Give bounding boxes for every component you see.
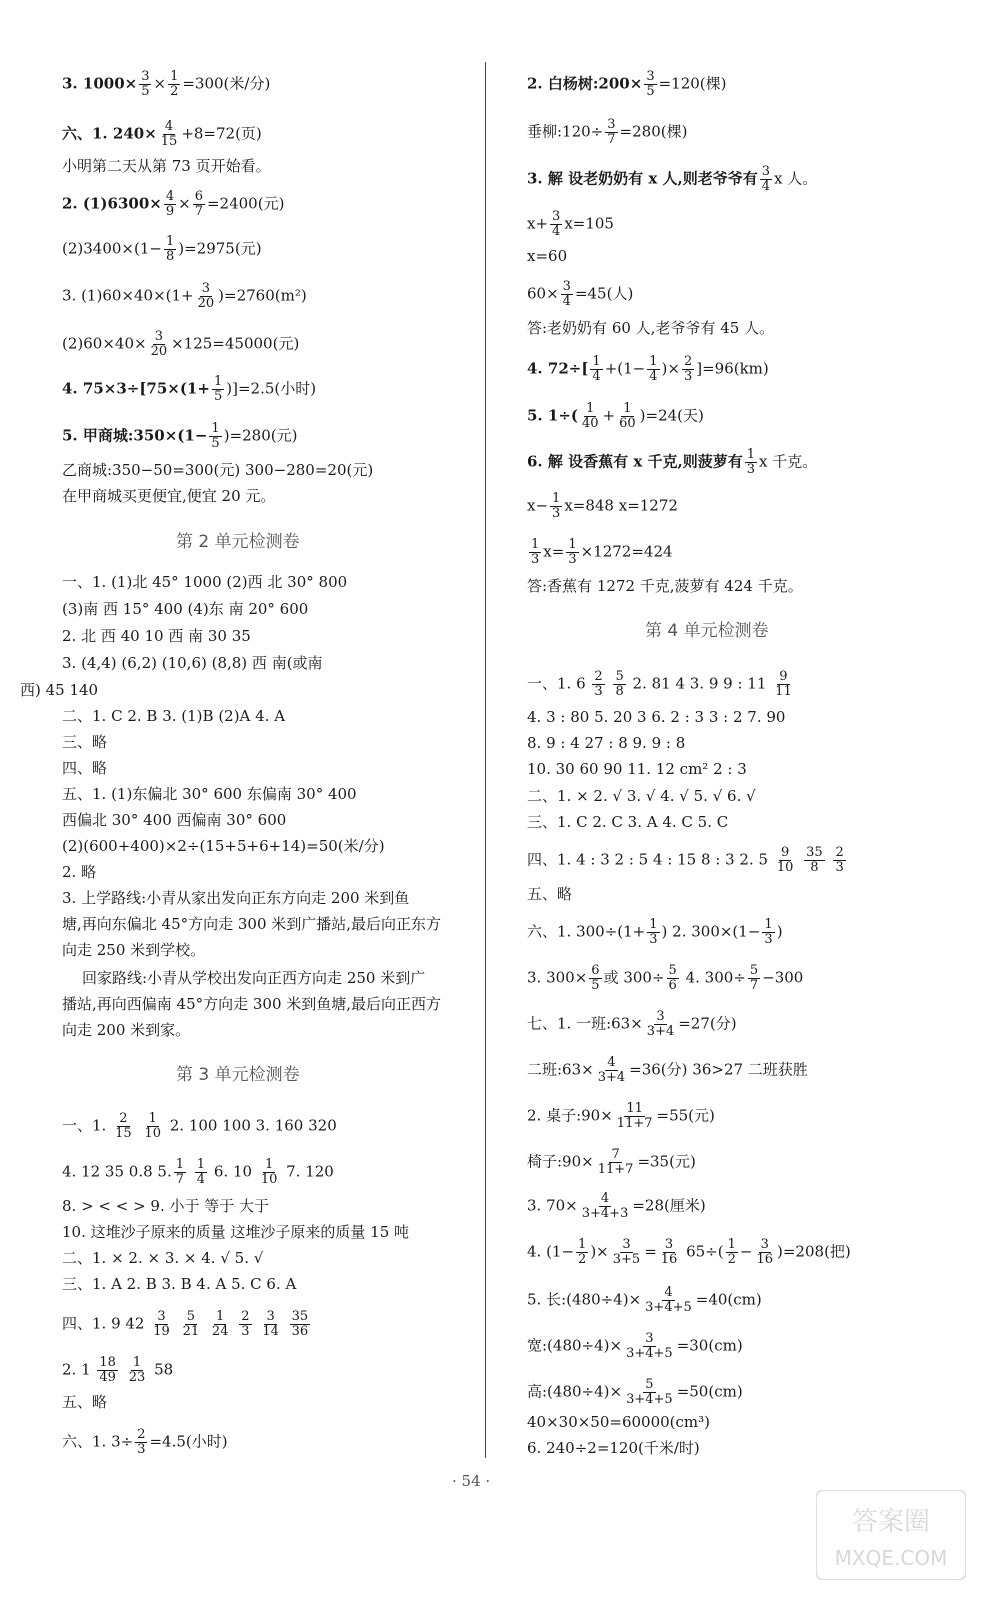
line: 六、1. 300÷(1+ $\frac{1}{3}$ ) 2. 300×(1− $\frac{1}{3}$ ): [527, 917, 783, 947]
line: 一、1. 6 $\frac{2}{3}$ $\frac{5}{8}$ 2. 81 4 3. 9 9 : 11 $\frac{9}{11}$: [527, 669, 792, 699]
line: 小明第二天从第 73 页开始看。: [62, 157, 271, 175]
line: 3. 1000× $\frac{3}{5}$ × $\frac{1}{2}$ =300(米/分): [62, 69, 271, 99]
line: 垂柳:120÷ $\frac{3}{7}$ =280(棵): [527, 117, 688, 147]
line: x=60: [527, 247, 568, 265]
svg-text:答案圈: 答案圈: [851, 1507, 931, 1537]
column-divider: [485, 62, 486, 1458]
line: 六、1. 3÷ $\frac{2}{3}$ =4.5(小时): [62, 1427, 228, 1457]
line: $\frac{1}{3}$ x= $\frac{1}{3}$ ×1272=424: [531, 537, 673, 567]
line: 3. (1)60×40×(1+ $\frac{3}{20}$ )=2760(m²): [62, 281, 307, 311]
line: (2)60×40× $\frac{3}{20}$ ×125=45000(元): [62, 329, 300, 359]
line: 七、1. 一班:63× $\frac{3}{3+4}$ =27(分): [527, 1009, 737, 1039]
line: 六、1. 240× $\frac{4}{15}$ +8=72(页): [62, 119, 262, 149]
line: 2. 1 $\frac{18}{49}$ $\frac{1}{23}$ 58: [62, 1355, 174, 1385]
line: 4. 72÷[ $\frac{1}{4}$ +(1− $\frac{1}{4}$ )× $\frac{2}{3}$ ]=96(km): [527, 354, 769, 384]
line: 乙商城:350−50=300(元) 300−280=20(元): [62, 461, 374, 479]
line: 二、1. C 2. B 3. (1)B (2)A 4. A: [62, 707, 286, 725]
line: 西) 45 140: [20, 681, 99, 699]
line: 4. 12 35 0.8 5. $\frac{1}{7}$ $\frac{1}{4}$ 6. 10 $\frac{1}{10}$ 7. 120: [62, 1157, 334, 1187]
line: 40×30×50=60000(cm³): [527, 1413, 711, 1431]
line: 椅子:90× $\frac{7}{11+7}$ =35(元): [527, 1147, 696, 1177]
line: 三、1. C 2. C 3. A 4. C 5. C: [527, 813, 729, 831]
line: 8. 9 : 4 27 : 8 9. 9 : 8: [527, 734, 686, 752]
line: 5. 长:(480÷4)× $\frac{4}{3+4+5}$ =40(cm): [527, 1285, 762, 1315]
line: 6. 解 设香蕉有 x 千克,则菠萝有 $\frac{1}{3}$ x 千克。: [527, 447, 818, 477]
line: 4. 3 : 80 5. 20 3 6. 2 : 3 3 : 2 7. 90: [527, 708, 786, 726]
line: 答:老奶奶有 60 人,老爷爷有 45 人。: [527, 319, 775, 337]
line: 3. 上学路线:小青从家出发向正东方向走 200 米到鱼: [62, 889, 410, 907]
line: 3. (4,4) (6,2) (10,6) (8,8) 西 南(或南: [62, 654, 323, 672]
line: 塘,再向东偏北 45°方向走 300 米到广播站,最后向正东方: [62, 915, 442, 933]
line: 四、1. 9 42 $\frac{3}{19}$ $\frac{5}{21}$ $\frac{1}{24}$ $\frac{2}{3}$ $\frac{3}{14}$ $\frac{35}{36}$: [62, 1309, 309, 1339]
line: 3. 解 设老奶奶有 x 人,则老爷爷有 $\frac{3}{4}$ x 人。: [527, 164, 818, 194]
line: 在甲商城买更便宜,便宜 20 元。: [62, 487, 276, 505]
line: 10. 这堆沙子原来的质量 这堆沙子原来的质量 15 吨: [62, 1223, 410, 1241]
line: 二、1. × 2. √ 3. √ 4. √ 5. √ 6. √: [527, 787, 756, 805]
line: 3. 70× $\frac{4}{3+4+3}$ =28(厘米): [527, 1191, 706, 1221]
line: 西偏北 30° 400 西偏南 30° 600: [62, 811, 287, 829]
line: 五、略: [527, 885, 573, 903]
line: 一、1. $\frac{2}{15}$ $\frac{1}{10}$ 2. 100 100 3. 160 320: [62, 1111, 337, 1141]
line: 8. > < < > 9. 小于 等于 大于: [62, 1197, 270, 1215]
line: (2)(600+400)×2÷(15+5+6+14)=50(米/分): [62, 837, 385, 855]
line: 10. 30 60 90 11. 12 cm² 2 : 3: [527, 760, 747, 778]
line: (3)南 西 15° 400 (4)东 南 20° 600: [62, 600, 309, 618]
line: 宽:(480÷4)× $\frac{3}{3+4+5}$ =30(cm): [527, 1331, 743, 1361]
line: x+ $\frac{3}{4}$ x=105: [527, 209, 614, 239]
line: 4. 75×3÷[75×(1+ $\frac{1}{5}$ )]=2.5(小时): [62, 374, 317, 404]
line: 一、1. (1)北 45° 1000 (2)西 北 30° 800: [62, 573, 348, 591]
watermark-logo: [816, 1490, 966, 1580]
line: 60× $\frac{3}{4}$ =45(人): [527, 279, 634, 309]
line: 四、1. 4 : 3 2 : 5 4 : 15 8 : 3 2. 5 $\frac{9}{10}$ $\frac{35}{8}$ $\frac{2}{3}$: [527, 845, 844, 875]
line: (2)3400×(1− $\frac{1}{8}$ )=2975(元): [62, 234, 262, 264]
line: x− $\frac{1}{3}$ x=848 x=1272: [527, 491, 678, 521]
line: 2. 略: [62, 863, 97, 881]
svg-text:MXQE.COM: MXQE.COM: [834, 1546, 948, 1570]
line: 二班:63× $\frac{4}{3+4}$ =36(分) 36>27 二班获胜: [527, 1055, 808, 1085]
line: 答:香蕉有 1272 千克,菠萝有 424 千克。: [527, 577, 803, 595]
section-heading: 第 2 单元检测卷: [176, 532, 300, 552]
line: 三、略: [62, 733, 108, 751]
line: 6. 240÷2=120(千米/时): [527, 1439, 700, 1457]
line: 向走 250 米到学校。: [62, 941, 206, 959]
line: 2. 白杨树:200× $\frac{3}{5}$ =120(棵): [527, 69, 727, 99]
line: 2. 桌子:90× $\frac{11}{11+7}$ =55(元): [527, 1101, 715, 1131]
line: 向走 200 米到家。: [62, 1021, 191, 1039]
line: 五、略: [62, 1393, 108, 1411]
section-heading: 第 4 单元检测卷: [645, 621, 769, 641]
line: 回家路线:小青从学校出发向正西方向走 250 米到广: [82, 969, 426, 987]
line: 四、略: [62, 759, 108, 777]
line: 三、1. A 2. B 3. B 4. A 5. C 6. A: [62, 1275, 297, 1293]
line: 二、1. × 2. × 3. × 4. √ 5. √: [62, 1249, 264, 1267]
line: 五、1. (1)东偏北 30° 600 东偏南 30° 400: [62, 785, 357, 803]
line: 5. 1÷( $\frac{1}{40}$ + $\frac{1}{60}$ )=24(天): [527, 401, 704, 431]
line: 2. 北 西 40 10 西 南 30 35: [62, 627, 251, 645]
section-heading: 第 3 单元检测卷: [176, 1065, 300, 1085]
line: 4. (1− $\frac{1}{2}$ )× $\frac{3}{3+5}$ = $\frac{3}{16}$ 65÷( $\frac{1}{2}$ − $\frac{3}{16}$ )=208(把): [527, 1237, 851, 1267]
line: 2. (1)6300× $\frac{4}{9}$ × $\frac{6}{7}$ =2400(元): [62, 189, 285, 219]
line: 高:(480÷4)× $\frac{5}{3+4+5}$ =50(cm): [527, 1377, 743, 1407]
line: 播站,再向西偏南 45°方向走 300 米到鱼塘,最后向正西方: [62, 995, 442, 1013]
line: 5. 甲商城:350×(1− $\frac{1}{5}$ )=280(元): [62, 421, 298, 451]
line: 3. 300× $\frac{6}{5}$ 或 300÷ $\frac{5}{6}$ 4. 300÷ $\frac{5}{7}$ −300: [527, 963, 804, 993]
page-number: · 54 ·: [452, 1472, 491, 1490]
